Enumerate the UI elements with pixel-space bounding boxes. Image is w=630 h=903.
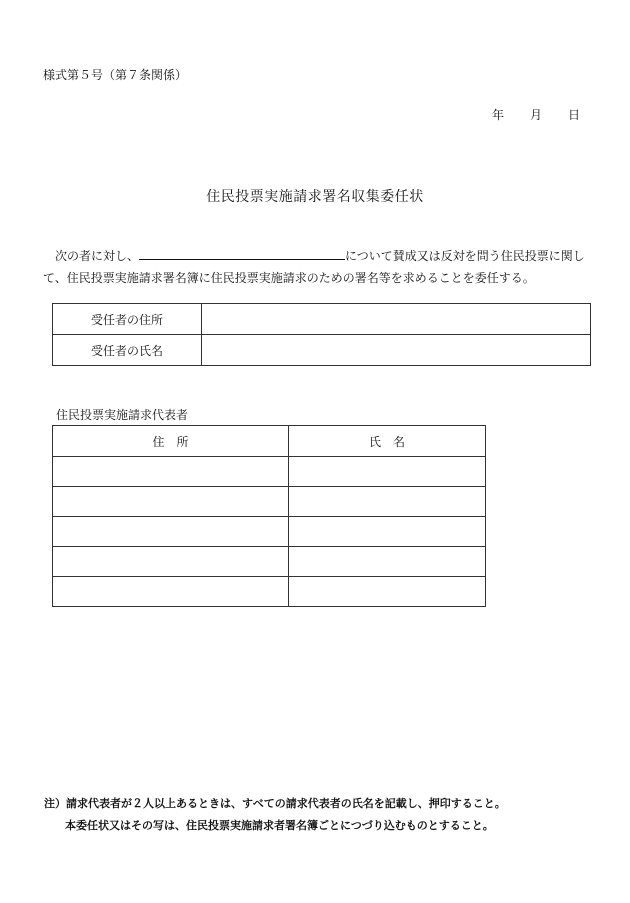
table-row	[53, 304, 591, 335]
representative-address-cell[interactable]	[53, 487, 289, 517]
column-header-name: 氏 名	[289, 426, 486, 457]
delegate-table	[52, 303, 591, 366]
table-row	[53, 335, 591, 366]
body-paragraph	[43, 245, 593, 289]
table-row	[53, 457, 486, 487]
representative-name-cell[interactable]	[289, 517, 486, 547]
delegate-name-field[interactable]	[202, 335, 591, 366]
note-line-1: 注）請求代表者が２人以上あるときは、すべての請求代表者の氏名を記載し、押印すること。	[44, 797, 506, 810]
table-row	[53, 487, 486, 517]
table-header-row	[53, 426, 486, 457]
delegate-address-field[interactable]	[202, 304, 591, 335]
document-title: 住民投票実施請求署名収集委任状	[206, 189, 424, 205]
notes	[44, 793, 506, 837]
table-row	[53, 517, 486, 547]
representative-address-cell[interactable]	[53, 517, 289, 547]
date-month-label: 月	[529, 108, 542, 122]
subject-blank-field[interactable]	[139, 247, 345, 260]
note-line-2: 本委任状又はその写は、住民投票実施請求者署名簿ごとにつづり込むものとすること。	[65, 819, 494, 832]
table-row	[53, 577, 486, 607]
table-row	[53, 547, 486, 577]
date-day-label: 日	[567, 108, 580, 122]
representative-name-cell[interactable]	[289, 547, 486, 577]
representative-name-cell[interactable]	[289, 577, 486, 607]
body-text-part2: について賛成又は反対を問う住民投票に関して、住民投票実施請求署名簿に住民投票実施請求のための署名等を求めることを委任する。	[43, 249, 585, 285]
representative-name-cell[interactable]	[289, 487, 486, 517]
delegate-address-label: 受任者の住所	[53, 304, 202, 335]
representatives-heading: 住民投票実施請求代表者	[56, 408, 189, 422]
representative-address-cell[interactable]	[53, 547, 289, 577]
date-line	[492, 106, 580, 123]
body-text-part1: 次の者に対し、	[43, 249, 140, 263]
representative-name-cell[interactable]	[289, 457, 486, 487]
column-header-address: 住 所	[53, 426, 289, 457]
representative-address-cell[interactable]	[53, 457, 289, 487]
delegate-name-label: 受任者の氏名	[53, 335, 202, 366]
form-number: 様式第５号（第７条関係）	[43, 68, 188, 82]
date-year-label: 年	[491, 108, 504, 122]
representatives-table	[52, 425, 486, 607]
representative-address-cell[interactable]	[53, 577, 289, 607]
